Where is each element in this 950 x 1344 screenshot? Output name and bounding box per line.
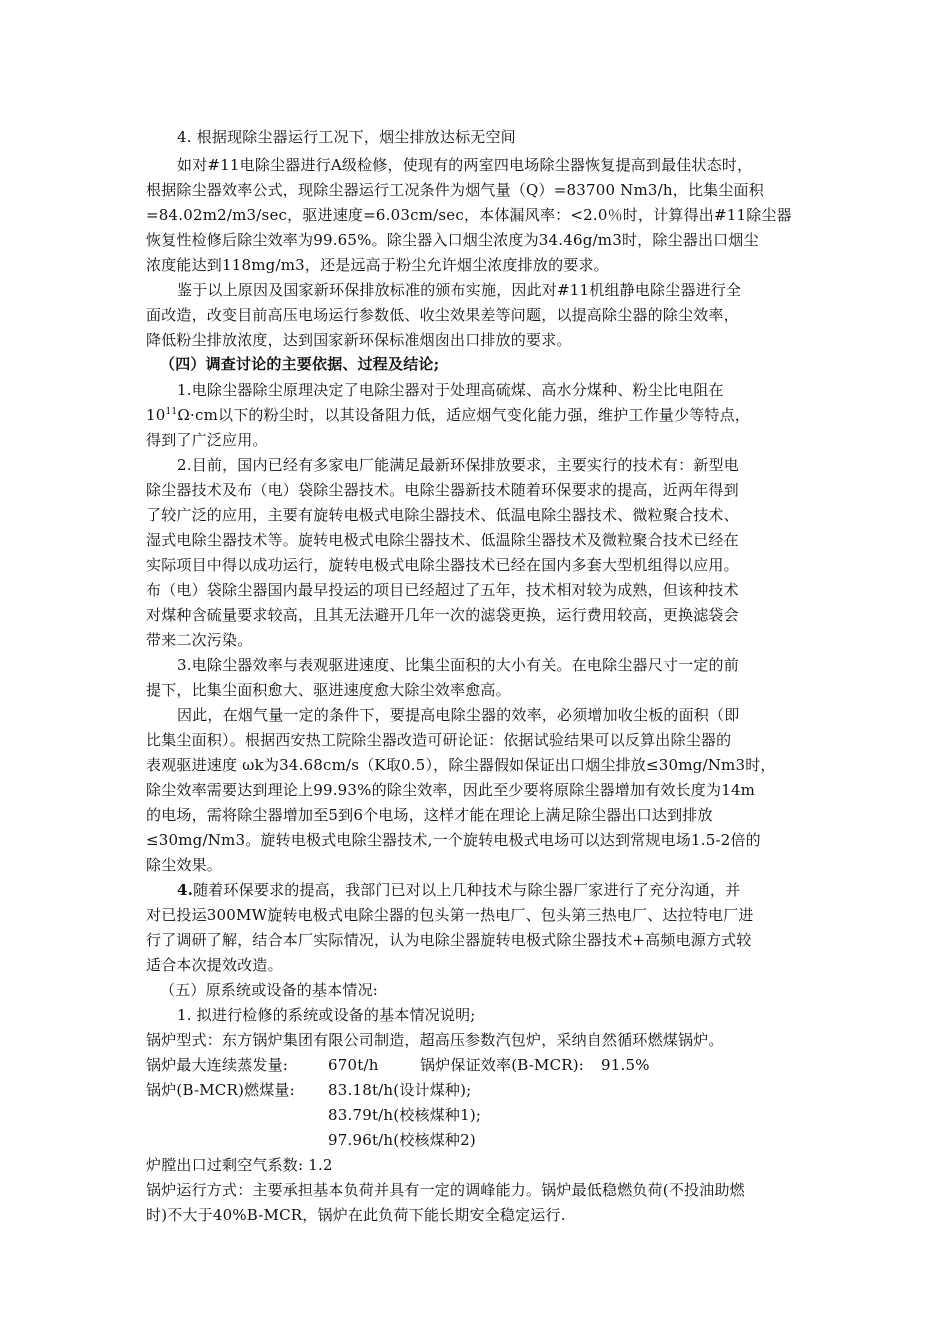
boiler-coal-value: 97.96t/h(校核煤种2) xyxy=(328,1131,476,1149)
s4-p3b-line: 除尘效果。 xyxy=(146,856,223,874)
s4-p4-line: 对已投运300MW旋转电极式电除尘器的包头第一热电厂、包头第三热电厂、达拉特电厂进 xyxy=(146,906,754,924)
s5-item-1: 1. 拟进行检修的系统或设备的基本情况说明; xyxy=(177,1006,476,1024)
section-5-title: （五）原系统或设备的基本情况: xyxy=(160,981,379,999)
s4-p2-line: 实际项目中得以成功运行，旋转电极式电除尘器技术已经在国内多套大型机组得以应用。 xyxy=(146,556,739,574)
item4-body-line: 根据除尘器效率公式，现除尘器运行工况条件为烟气量（Q）=83700 Nm3/h，比集尘面积 xyxy=(146,181,764,199)
item4-heading: 4. 根据现除尘器运行工况下，烟尘排放达标无空间 xyxy=(177,128,516,146)
item4-body-line: 如对#11电除尘器进行A级检修，使现有的两室四电场除尘器恢复提高到最佳状态时， xyxy=(177,156,753,174)
s4-p3b-line: 比集尘面积）。根据西安热工院除尘器改造可研论证：依据试验结果可以反算出除尘器的 xyxy=(146,731,732,749)
boiler-efficiency-label: 锅炉保证效率(B-MCR): xyxy=(420,1056,585,1074)
s4-p1-line xyxy=(146,406,750,425)
s4-p2-line: 带来二次污染。 xyxy=(146,631,253,649)
s4-p2-line: 了较广泛的应用，主要有旋转电极式电除尘器技术、低温电除尘器技术、微粒聚合技术、 xyxy=(146,506,739,524)
boiler-efficiency-value: 91.5% xyxy=(601,1056,650,1074)
s4-p2-line: 布（电）袋除尘器国内最早投运的项目已经超过了五年，技术相对较为成熟，但该种技术 xyxy=(146,581,739,599)
s4-p4-line: 适合本次提效改造。 xyxy=(146,956,283,974)
boiler-coal-label: 锅炉(B-MCR)燃煤量: xyxy=(146,1081,295,1099)
boiler-max-steam-value: 670t/h xyxy=(328,1056,379,1074)
s4-p4-line xyxy=(177,881,740,900)
boiler-coal-value: 83.18t/h(设计煤种); xyxy=(328,1081,472,1099)
s4-p3-line: 提下，比集尘面积愈大、驱进速度愈大除尘效率愈高。 xyxy=(146,681,511,699)
resistivity-exponent: 11 xyxy=(165,407,178,417)
boiler-operation-line: 时)不大于40%B-MCR，锅炉在此负荷下能长期安全稳定运行. xyxy=(146,1206,566,1224)
s4-p2-line: 2.目前，国内已经有多家电厂能满足最新环保排放要求，主要实行的技术有：新型电 xyxy=(177,456,739,474)
boiler-coal-value: 83.79t/h(校核煤种1); xyxy=(328,1106,482,1124)
item4-body-line: 浓度能达到118mg/m3，还是远高于粉尘允许烟尘浓度排放的要求。 xyxy=(146,256,609,274)
boiler-operation-line: 锅炉运行方式：主要承担基本负荷并具有一定的调峰能力。锅炉最低稳燃负荷(不投油助燃 xyxy=(146,1181,745,1199)
conclusion-line: 鉴于以上原因及国家新环保排放标准的颁布实施，因此对#11机组静电除尘器进行全 xyxy=(177,281,742,299)
s4-p3b-line: 表观驱进速度 ωk为34.68cm/s（K取0.5），除尘器假如保证出口烟尘排放≤30mg/Nm3时， xyxy=(146,756,776,774)
conclusion-line: 降低粉尘排放浓度，达到国家新环保标准烟囱出口排放的要求。 xyxy=(146,331,572,349)
s4-p3-line: 3.电除尘器效率与表观驱进速度、比集尘面积的大小有关。在电除尘器尺寸一定的前 xyxy=(177,656,739,674)
resistivity-base: 10 xyxy=(146,406,166,424)
s4-p4-number: 4. xyxy=(177,881,194,899)
item4-body-line: 恢复性检修后除尘效率为99.65%。除尘器入口烟尘浓度为34.46g/m3时，除尘器出口烟尘 xyxy=(146,231,759,249)
s4-p3b-line: 的电场，需将除尘器增加至5到6个电场，这样才能在理论上满足除尘器出口达到排放 xyxy=(146,806,713,824)
conclusion-line: 面改造，改变目前高压电场运行参数低、收尘效果差等问题，以提高除尘器的除尘效率， xyxy=(146,306,739,324)
s4-p4-line: 行了调研了解，结合本厂实际情况，认为电除尘器旋转电极式除尘器技术+高频电源方式较 xyxy=(146,931,752,949)
s4-p1-line: 1.电除尘器除尘原理决定了电除尘器对于处理高硫煤、高水分煤种、粉尘比电阻在 xyxy=(177,381,724,399)
boiler-type: 锅炉型式：东方锅炉集团有限公司制造，超高压参数汽包炉，采纳自然循环燃煤锅炉。 xyxy=(146,1031,724,1049)
s4-p2-line: 除尘器技术及布（电）袋除尘器技术。电除尘器新技术随着环保要求的提高，近两年得到 xyxy=(146,481,739,499)
s4-p1-line: 得到了广泛应用。 xyxy=(146,431,268,449)
section-4-title: （四）调查讨论的主要依据、过程及结论; xyxy=(160,355,440,373)
s4-p4-text: 随着环保要求的提高，我部门已对以上几种技术与除尘器厂家进行了充分沟通，并 xyxy=(193,881,741,899)
boiler-max-steam-label: 锅炉最大连续蒸发量: xyxy=(146,1056,289,1074)
s4-p1-line-rest: Ω·cm以下的粉尘时，以其设备阻力低，适应烟气变化能力强，维护工作量少等特点， xyxy=(177,406,750,424)
s4-p3b-line: ≤30mg/Nm3。旋转电极式电除尘器技术,一个旋转电极式电场可以达到常规电场1.5-2倍的 xyxy=(146,831,761,849)
s4-p3b-line: 因此，在烟气量一定的条件下，要提高电除尘器的效率，必须增加收尘板的面积（即 xyxy=(177,706,740,724)
s4-p2-line: 对煤种含硫量要求较高，且其无法避开几年一次的滤袋更换，运行费用较高，更换滤袋会 xyxy=(146,606,739,624)
item4-body-line: =84.02m2/m3/sec，驱进速度=6.03cm/sec，本体漏风率：<2.0％时，计算得出#11除尘器 xyxy=(146,206,792,224)
s4-p2-line: 湿式电除尘器技术等。旋转电极式电除尘器技术、低温除尘器技术及微粒聚合技术已经在 xyxy=(146,531,739,549)
boiler-excess-air: 炉膛出口过剩空气系数: 1.2 xyxy=(146,1156,333,1174)
s4-p3b-line: 除尘效率需要达到理论上99.93%的除尘效率，因此至少要将原除尘器增加有效长度为14m xyxy=(146,781,756,799)
